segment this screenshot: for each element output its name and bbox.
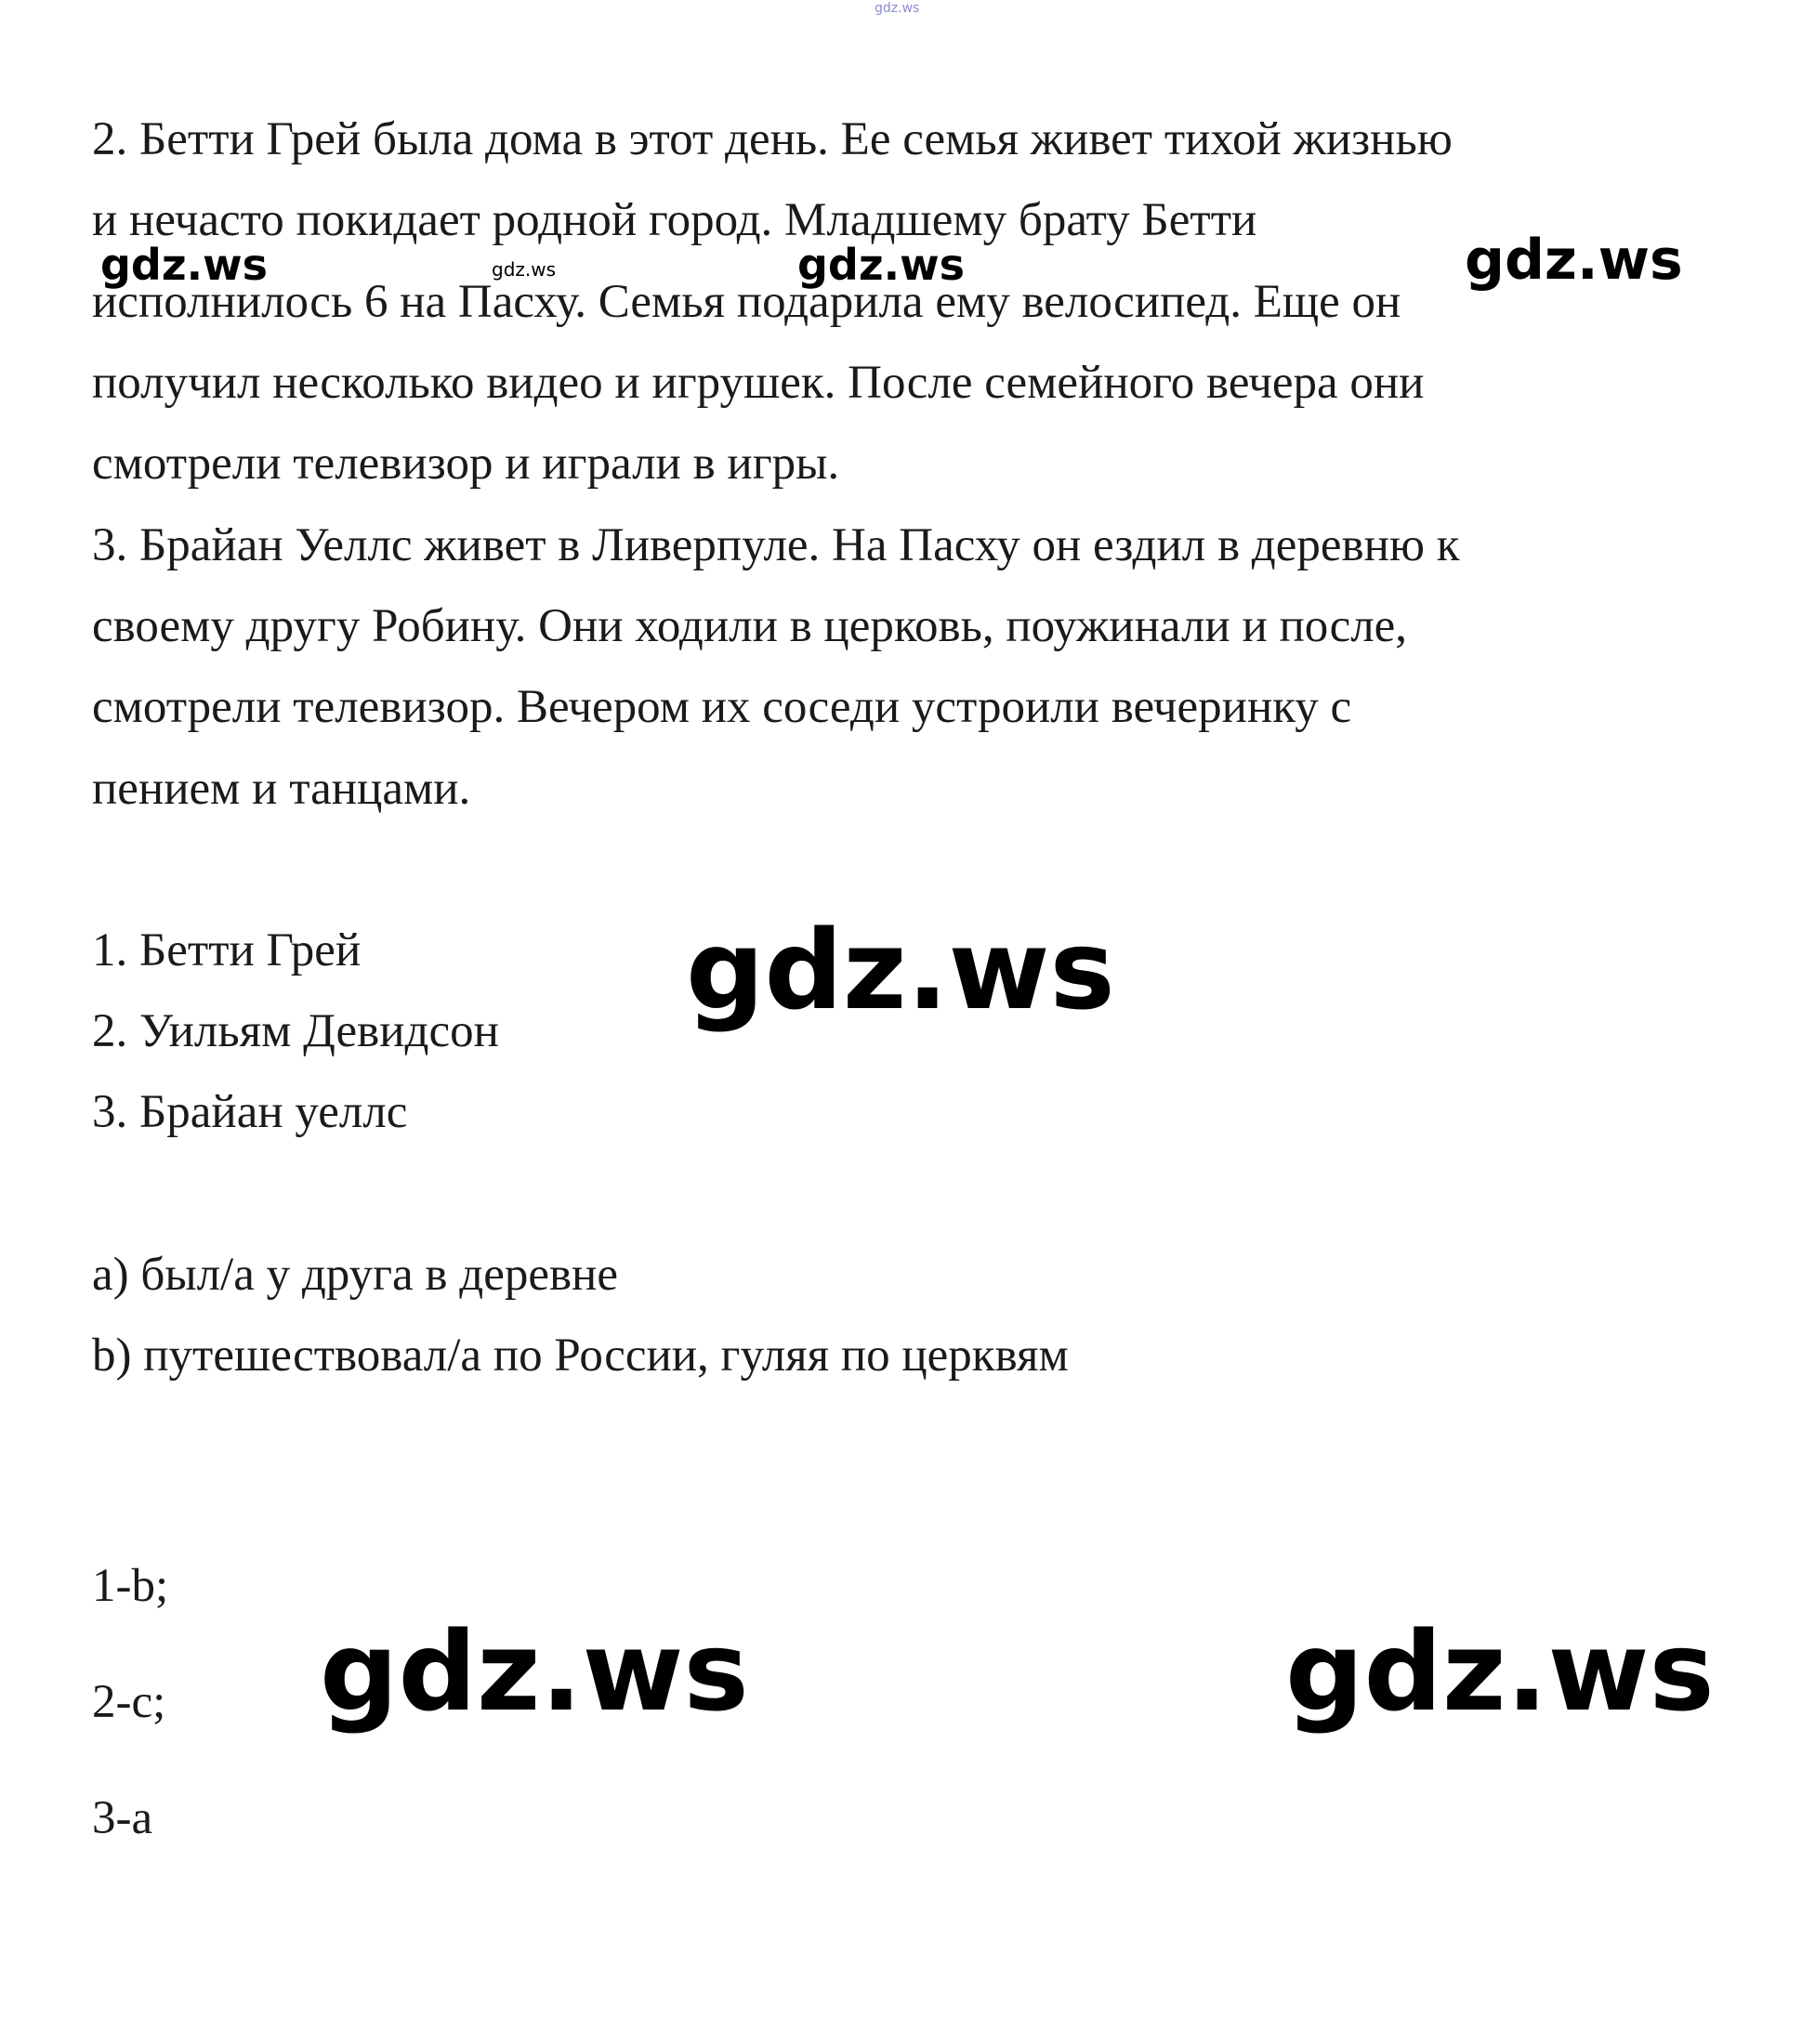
watermark: gdz.ws [492,258,557,281]
paragraph-2-line: 2. Бетти Грей была дома в этот день. Ее семья живет тихой жизнью [92,113,1453,165]
watermark: gdz.ws [686,906,1115,1034]
paragraph-2-line: исполнилось 6 на Пасху. Семья подарила ему велосипед. Еще он [92,276,1401,328]
paragraph-2-line: получил несколько видео и игрушек. После семейного вечера они [92,357,1425,409]
answer-item: 1-b; [92,1560,169,1612]
watermark: gdz.ws [797,240,965,290]
watermark: gdz.ws [100,240,268,290]
names-list-item: 3. Брайан уеллс [92,1086,408,1138]
answer-item: 2-c; [92,1676,166,1728]
paragraph-2-line: и нечасто покидает родной город. Младшему брату Бетти [92,194,1257,246]
paragraph-3-line: смотрели телевизор. Вечером их соседи устроили вечеринку с [92,681,1352,733]
watermark: gdz.ws [320,1607,749,1736]
option-item: b) путешествовал/а по России, гуляя по церквям [92,1330,1069,1382]
answer-item: 3-a [92,1792,153,1844]
paragraph-2-line: смотрели телевизор и играли в игры. [92,438,840,490]
paragraph-3-line: пением и танцами. [92,763,471,815]
paragraph-3-line: 3. Брайан Уеллс живет в Ливерпуле. На Пасху он ездил в деревню к [92,519,1460,571]
option-item: a) был/а у друга в деревне [92,1249,618,1301]
watermark: gdz.ws [1285,1607,1715,1736]
paragraph-3-line: своему другу Робину. Они ходили в церковь, поужинали и после, [92,600,1408,652]
names-list-item: 1. Бетти Грей [92,924,362,976]
watermark-top: gdz.ws [875,1,920,16]
watermark: gdz.ws [1465,228,1683,293]
names-list-item: 2. Уильям Девидсон [92,1005,499,1057]
